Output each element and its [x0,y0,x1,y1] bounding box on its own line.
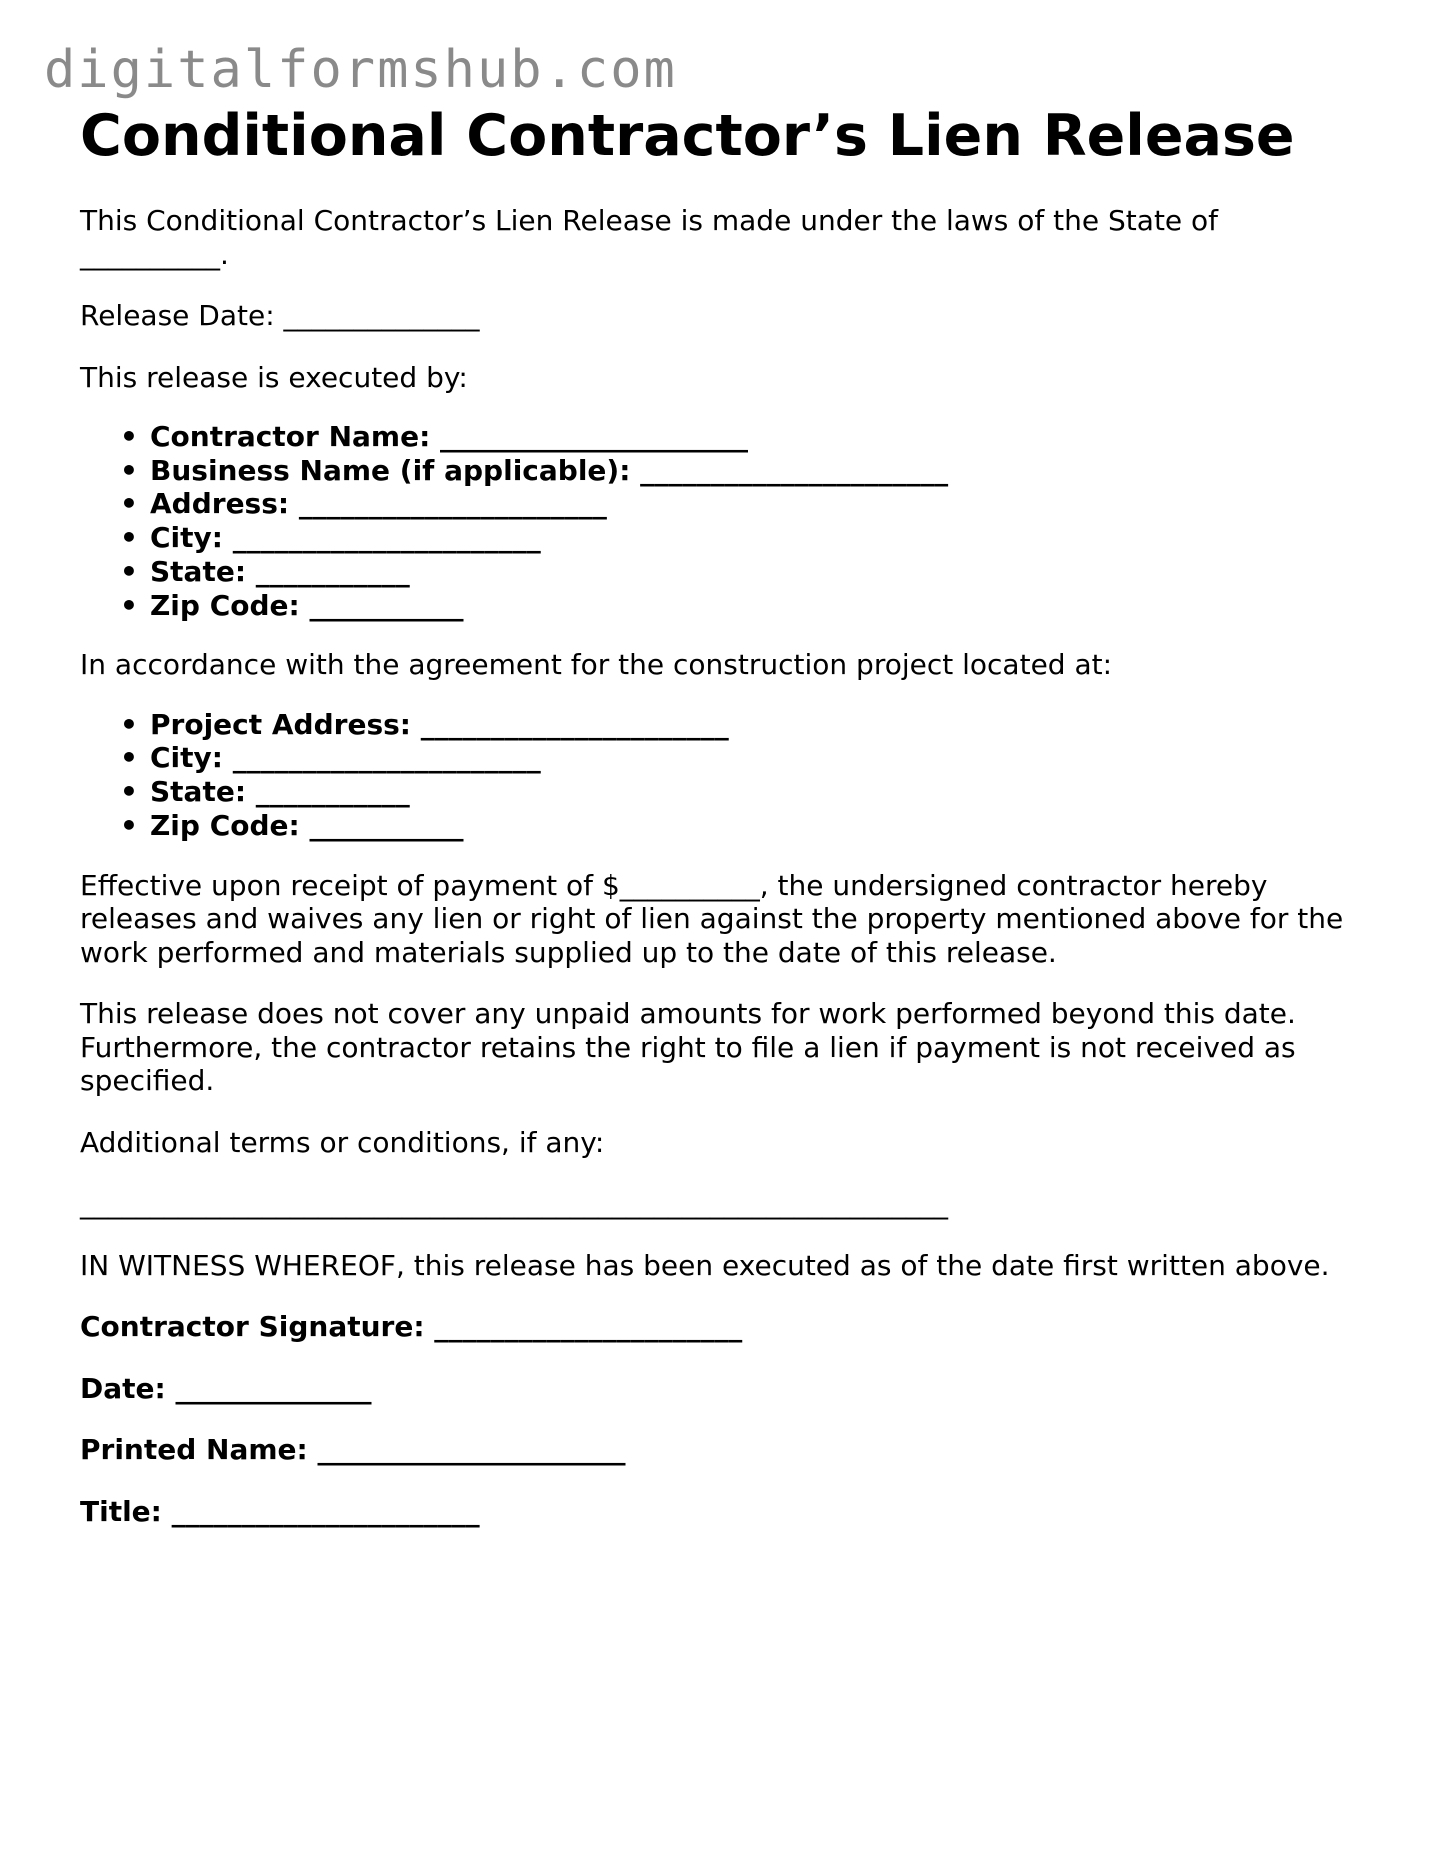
effective-line-3: work performed and materials supplied up to the date of this release. [80,935,1057,969]
signature-date-field: Date: ______________ [80,1371,372,1405]
project-city-field: • City: ______________________ [150,741,1370,775]
not-cover-line-3: specified. [80,1064,215,1098]
contractor-fields-list [80,420,1370,622]
business-name-field: • Business Name (if applicable): ______________________ [150,454,1370,488]
state-field: • State: ___________ [150,555,1370,589]
state-of-blank: __________. [80,237,229,271]
printed-name-field: Printed Name: ______________________ [80,1433,626,1467]
contractor-name-field: • Contractor Name: ______________________ [150,420,1370,454]
zip-code-field: • Zip Code: ___________ [150,589,1370,623]
witness-statement: IN WITNESS WHEREOF, this release has been executed as of the date first written above. [80,1248,1330,1282]
city-field: • City: ______________________ [150,521,1370,555]
watermark: digitalformshub.com [44,40,677,100]
contractor-signature-field: Contractor Signature: ______________________ [80,1310,743,1344]
not-cover-paragraph [80,997,1370,1098]
project-address-field: • Project Address: ______________________ [150,708,1370,742]
project-fields-list [80,708,1370,843]
additional-terms-blank: ______________________________________________________________ [80,1187,948,1221]
release-date-field: Release Date: ______________ [80,299,480,332]
project-state-field: • State: ___________ [150,775,1370,809]
address-field: • Address: ______________________ [150,487,1370,521]
project-zip-code-field: • Zip Code: ___________ [150,809,1370,843]
document-body [80,100,1370,1528]
intro-paragraph [80,204,1370,271]
executed-by-label: This release is executed by: [80,360,468,394]
accordance-paragraph: In accordance with the agreement for the construction project located at: [80,648,1113,682]
document-title: Conditional Contractor’s Lien Release [80,103,1295,169]
additional-terms-label: Additional terms or conditions, if any: [80,1125,605,1159]
not-cover-line-1: This release does not cover any unpaid amounts for work performed beyond this date. [80,997,1296,1031]
title-field: Title: ______________________ [80,1494,480,1528]
effective-line-1: Effective upon receipt of payment of $__________, the undersigned contractor hereby [80,868,1268,902]
effective-paragraph [80,869,1370,970]
effective-line-2: releases and waives any lien or right of lien against the property mentioned above for the [80,902,1344,936]
not-cover-line-2: Furthermore, the contractor retains the right to file a lien if payment is not received as [80,1030,1296,1064]
intro-line-1: This Conditional Contractor’s Lien Release is made under the laws of the State of [80,204,1219,237]
